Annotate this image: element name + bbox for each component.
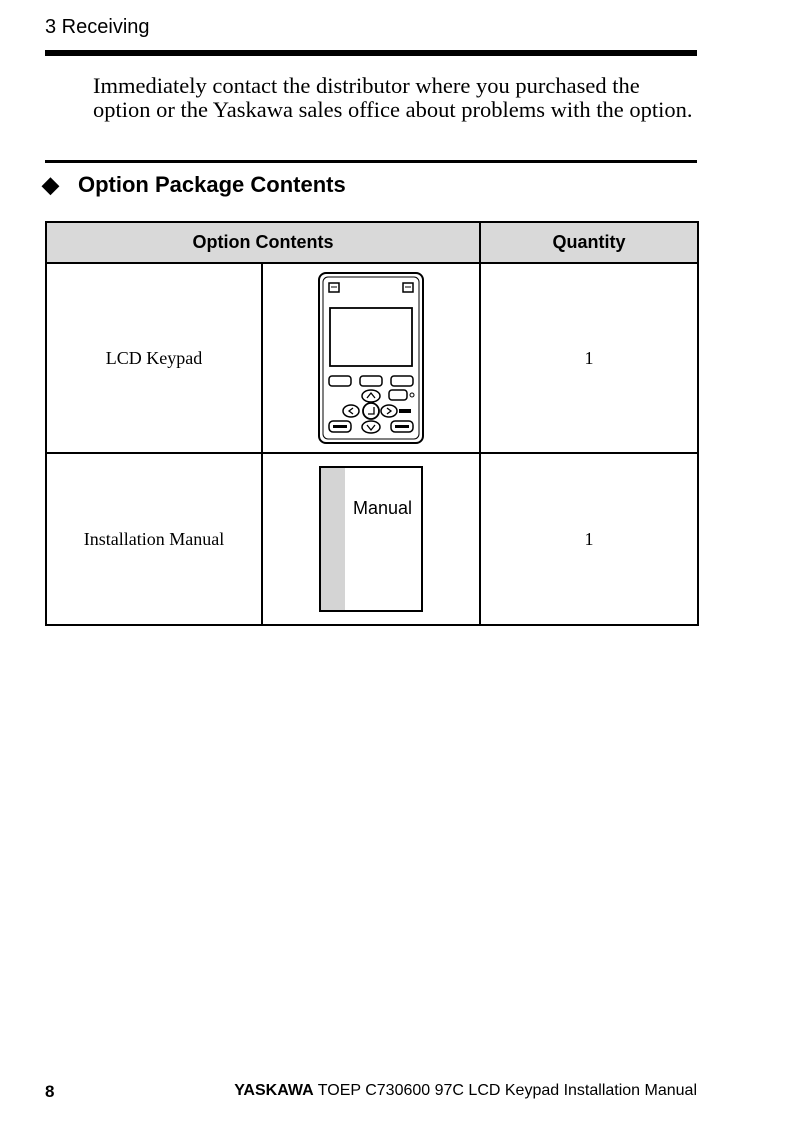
footer-doc-title: [234, 1082, 697, 1100]
footer-title-text: TOEP C730600 97C LCD Keypad Installation Manual: [317, 1082, 697, 1099]
section-header-title: 3 Receiving: [45, 16, 150, 38]
manual-book-icon: [319, 466, 423, 612]
item-name: Installation Manual: [46, 453, 262, 625]
table-row: [46, 453, 698, 625]
header-rule: [45, 50, 697, 56]
section-heading-text: Option Package Contents: [78, 172, 346, 197]
table-row: [46, 263, 698, 453]
footer-brand: YASKAWA: [234, 1082, 314, 1099]
item-quantity: 1: [480, 453, 698, 625]
item-name: LCD Keypad: [46, 263, 262, 453]
table-header-row: [46, 222, 698, 263]
header-quantity: Quantity: [480, 222, 698, 263]
section-divider: [45, 160, 697, 163]
page-number: 8: [45, 1082, 55, 1101]
section-heading: [42, 170, 346, 200]
lcd-keypad-icon: [316, 270, 426, 446]
header-option-contents: Option Contents: [46, 222, 480, 263]
item-quantity: 1: [480, 263, 698, 453]
item-image-cell: [262, 263, 480, 453]
option-contents-table: [45, 221, 699, 626]
manual-spine: [321, 468, 345, 610]
item-image-cell: [262, 453, 480, 625]
diamond-icon: ◆: [42, 172, 59, 197]
manual-cover-label: Manual: [353, 498, 413, 518]
notice-paragraph: Immediately contact the distributor where you purchased the option or the Yaskawa sales office about problems with the option.: [93, 73, 693, 122]
